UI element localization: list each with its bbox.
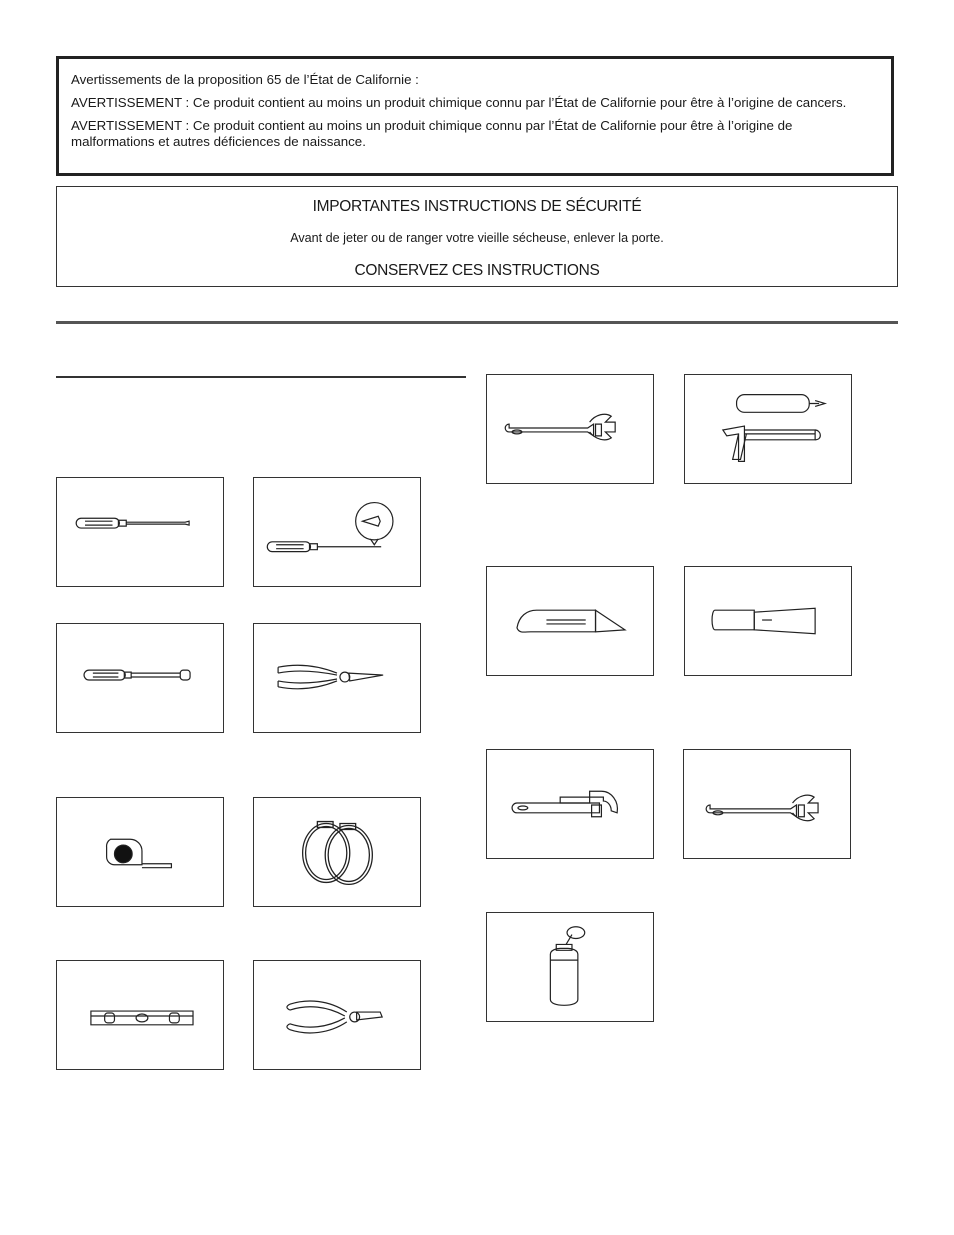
putty-knife-icon [685, 567, 851, 675]
safety-instructions-box [56, 186, 898, 287]
warning-cancer: AVERTISSEMENT : Ce produit contient au moins un produit chimique connu par l’État de Californie pour être à l’origine de cancers. [71, 95, 847, 110]
warning-heading: Avertissements de la proposition 65 de l’État de Californie : [71, 72, 419, 87]
safety-title: IMPORTANTES INSTRUCTIONS DE SÉCURITÉ [312, 198, 642, 215]
tool-hose-clamps [253, 797, 421, 907]
subsection-divider [56, 376, 466, 378]
phillips-screwdriver-icon [254, 478, 420, 586]
tool-adjustable-wrench-2 [683, 749, 851, 859]
utility-knife-icon [487, 567, 653, 675]
adjustable-wrench-icon [487, 375, 653, 483]
caulking-gun-icon [685, 375, 851, 483]
tool-nut-driver [56, 623, 224, 733]
safety-text: Avant de jeter ou de ranger votre vieille sécheuse, enlever la porte. [290, 231, 664, 245]
level-icon [57, 961, 223, 1069]
tool-flat-screwdriver [56, 477, 224, 587]
section-divider [56, 321, 898, 324]
tool-pipe-wrench [486, 749, 654, 859]
pipe-joint-compound-icon [487, 913, 653, 1021]
adjustable-wrench-icon [684, 750, 850, 858]
flat-screwdriver-icon [57, 478, 223, 586]
warning-birth-defects: AVERTISSEMENT : Ce produit contient au moins un produit chimique connu par l’État de Californie pour être à l’origine de malformations et autres déficiences de naissance. [71, 118, 793, 149]
nut-driver-icon [57, 624, 223, 732]
tool-caulking-gun [684, 374, 852, 484]
tool-tape-measure [56, 797, 224, 907]
pliers-icon [254, 961, 420, 1069]
tool-level [56, 960, 224, 1070]
tool-pipe-joint-compound [486, 912, 654, 1022]
tool-pliers [253, 960, 421, 1070]
safety-footer: CONSERVEZ CES INSTRUCTIONS [354, 262, 600, 279]
tool-adjustable-wrench [486, 374, 654, 484]
tin-snips-icon [254, 624, 420, 732]
prop65-warning-box [56, 56, 894, 176]
tool-utility-knife [486, 566, 654, 676]
hose-clamps-icon [254, 798, 420, 906]
pipe-wrench-icon [487, 750, 653, 858]
tool-tin-snips [253, 623, 421, 733]
tape-measure-icon [57, 798, 223, 906]
tool-phillips-screwdriver [253, 477, 421, 587]
tool-putty-knife [684, 566, 852, 676]
